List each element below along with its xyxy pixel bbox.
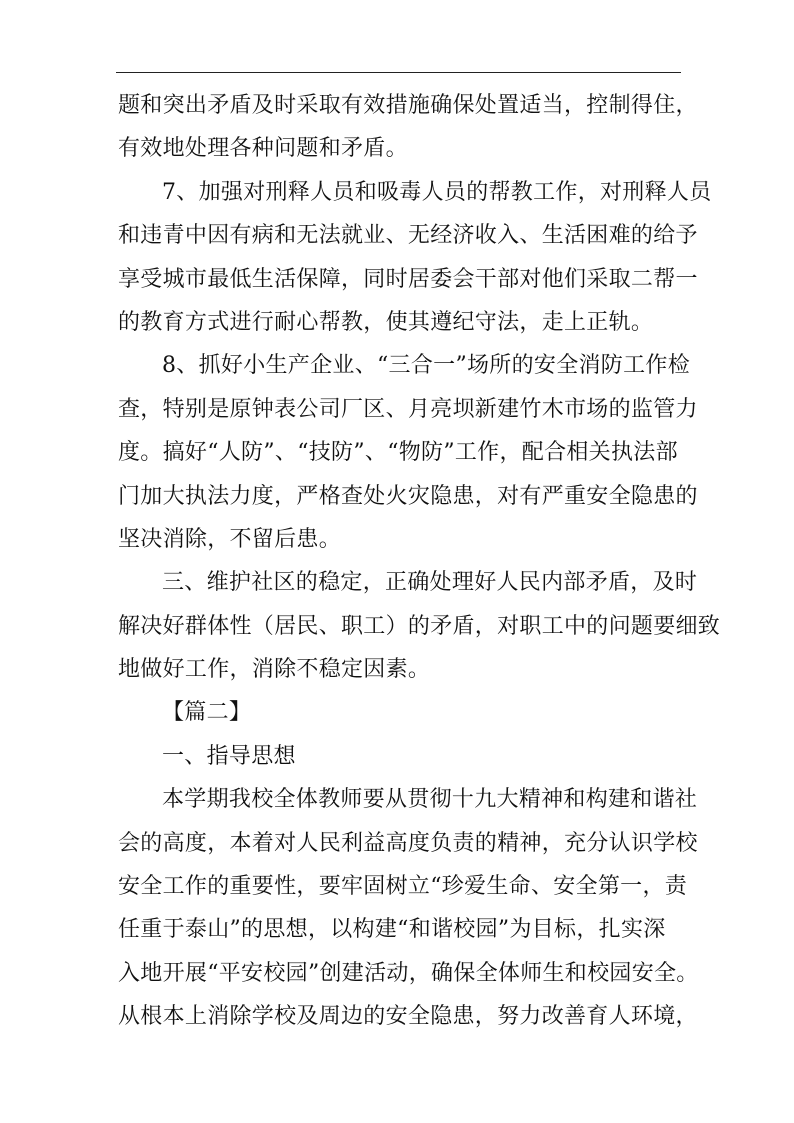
text-line: 题和突出矛盾及时采取有效措施确保处置适当，控制得住， bbox=[118, 93, 698, 118]
text-line: 入地开展“平安校园”创建活动，确保全体师生和校园安全。 bbox=[118, 960, 699, 986]
text-line: 解决好群体性（居民、职工）的矛盾，对职工中的问题要细致 bbox=[118, 613, 721, 639]
text-line: 7、加强对刑释人员和吸毒人员的帮教工作，对刑释人员 bbox=[162, 179, 712, 205]
text-line: 【篇二】 bbox=[162, 700, 252, 726]
text-line: 安全工作的重要性，要牢固树立“珍爱生命、安全第一，责 bbox=[118, 874, 688, 900]
text-line: 和违青中因有病和无法就业、无经济收入、生活困难的给予 bbox=[118, 223, 698, 249]
text-line: 任重于泰山”的思想，以构建“和谐校园”为目标，扎实深 bbox=[118, 917, 666, 943]
text-line: 的教育方式进行耐心帮教，使其遵纪守法，走上正轨。 bbox=[118, 309, 654, 335]
text-line: 享受城市最低生活保障，同时居委会干部对他们采取二帮一 bbox=[118, 266, 698, 292]
body-text bbox=[118, 84, 721, 1039]
text-line: 坚决消除，不留后患。 bbox=[118, 526, 342, 552]
text-line: 会的高度，本着对人民利益高度负责的精神，充分认识学校 bbox=[118, 830, 698, 856]
text-line: 查，特别是原钟表公司厂区、月亮坝新建竹木市场的监管力 bbox=[118, 396, 698, 422]
text-line: 有效地处理各种问题和矛盾。 bbox=[118, 136, 408, 162]
text-line: 地做好工作，消除不稳定因素。 bbox=[118, 657, 431, 683]
text-line: 一、指导思想 bbox=[162, 743, 296, 769]
text-line: 本学期我校全体教师要从贯彻十九大精神和构建和谐社 bbox=[162, 787, 698, 813]
text-line: 度。搞好“人防”、“技防”、“物防”工作，配合相关执法部 bbox=[118, 440, 678, 466]
text-line: 门加大执法力度，严格查处火灾隐患，对有严重安全隐患的 bbox=[118, 483, 698, 509]
text-line: 8、抓好小生产企业、“三合一”场所的安全消防工作检 bbox=[162, 353, 690, 379]
text-line: 从根本上消除学校及周边的安全隐患，努力改善育人环境， bbox=[118, 1004, 698, 1030]
text-line: 三、维护社区的稳定，正确处理好人民内部矛盾，及时 bbox=[162, 570, 698, 596]
header-rule bbox=[116, 72, 681, 73]
